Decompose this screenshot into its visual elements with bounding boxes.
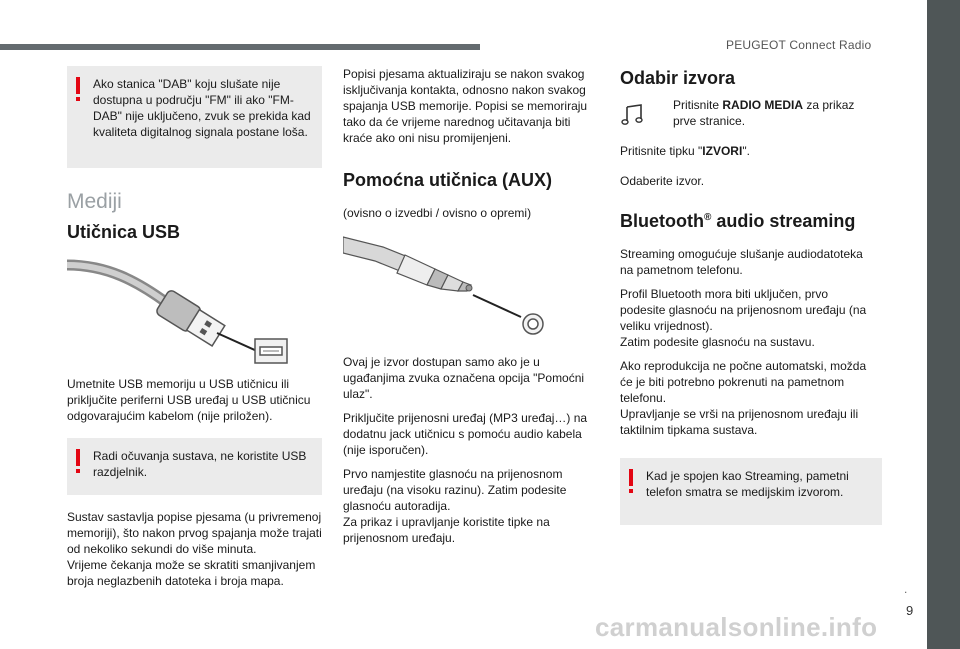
usb-port-icon: [255, 339, 287, 363]
aux-paragraph-2: Priključite prijenosni uređaj (MP3 uređaj…) na dodatnu jack utičnicu s pomoću audio kabela (nije isporučen).: [343, 411, 588, 457]
warning-icon: [76, 77, 80, 101]
usb-paragraph-1: Umetnite USB memoriju u USB utičnicu ili priključite periferni USB uređaj u USB utičnicu odgovarajućim kabelom (nije priložen).: [67, 377, 311, 423]
note-dab: [67, 66, 322, 168]
section-title: Mediji: [67, 190, 122, 213]
note-bt-text: Kad je spojen kao Streaming, pametni telefon smatra se medijskim izvorom.: [646, 469, 849, 499]
usb-heading: Utičnica USB: [67, 222, 181, 242]
aux-paragraph-1: Ovaj je izvor dostupan samo ako je u ugađanjima zvuka označena opcija "Pomoćni ulaz".: [343, 355, 585, 401]
source-heading: Odabir izvora: [620, 68, 736, 88]
bluetooth-heading: Bluetooth® audio streaming: [620, 211, 856, 231]
continued-marker: .: [904, 582, 908, 596]
bt-paragraph-3: Ako reprodukcija ne počne automatski, možda će je biti potrebno pokrenuti na pametnom telefonu. Upravljanje se vrši na prijenosnom uređaju ili taktilnim tipkama sustava.: [620, 359, 867, 437]
bt-paragraph-1: Streaming omogućuje slušanje audiodatoteka na pametnom telefonu.: [620, 247, 863, 277]
header-rule: [0, 44, 480, 50]
radio-media-label: RADIO MEDIA: [722, 98, 804, 112]
warning-icon: [629, 469, 633, 493]
watermark: carmanualsonline.info: [595, 612, 878, 642]
warning-icon: [76, 449, 80, 473]
jack-port-icon: [523, 314, 543, 334]
usb-paragraph-2: Sustav sastavlja popise pjesama (u privremenoj memoriji), što nakon prvog spajanja može trajati od nekoliko sekundi do više minuta. Vrijeme čekanja može se skratiti smanjivanjem broja neglazbenih datoteka i broja mapa.: [67, 510, 322, 588]
radio-media-instruction: Pritisnite RADIO MEDIA za prikaz prve stranice.: [673, 98, 855, 128]
note-usb: [67, 438, 322, 495]
bt-paragraph-2: Profil Bluetooth mora biti uključen, prvo podesite glasnoću na prijenosnom uređaju (na veliku vrijednost). Zatim podesite glasnoću na sustavu.: [620, 287, 867, 349]
note-bt: [620, 458, 882, 525]
sources-instruction: Pritisnite tipku "IZVORI".: [620, 144, 750, 158]
usb-plug-illustration: [67, 251, 307, 366]
header-title: PEUGEOT Connect Radio: [726, 38, 872, 52]
column-1: [67, 66, 322, 597]
jack-plug-illustration: [343, 229, 553, 344]
page-number: 9: [906, 603, 914, 618]
aux-subtitle: (ovisno o izvedbi / ovisno o opremi): [343, 206, 532, 220]
radio-media-row: [620, 97, 876, 129]
column-2: [343, 66, 598, 554]
music-note-icon: [620, 101, 646, 127]
sources-label: IZVORI: [702, 144, 743, 158]
aux-paragraph-3: Prvo namjestite glasnoću na prijenosnom uređaju (na visoku razinu). Zatim podesite glasnoću autoradija. Za prikaz i upravljanje koristite tipke na prijenosnom uređaju.: [343, 467, 567, 545]
note-dab-text: Ako stanica "DAB" koju slušate nije dostupna u području "FM" ili ako "FM-DAB" nije uključeno, zvuk se prekida kad kvaliteta digitalnog signala postane loša.: [93, 77, 311, 139]
choose-source: Odaberite izvor.: [620, 174, 705, 188]
side-band: [927, 0, 960, 649]
aux-heading: Pomoćna utičnica (AUX): [343, 170, 553, 190]
note-usb-text: Radi očuvanja sustava, ne koristite USB razdjelnik.: [93, 449, 307, 479]
lists-paragraph: Popisi pjesama aktualiziraju se nakon svakog isključivanja kontakta, odnosno nakon svakog spajanja USB memorije. Popisi se memoriraju tako da će vrijeme narednog učitavanja biti kraće ako oni nisu promijenjeni.: [343, 67, 588, 145]
column-3: [620, 66, 876, 525]
